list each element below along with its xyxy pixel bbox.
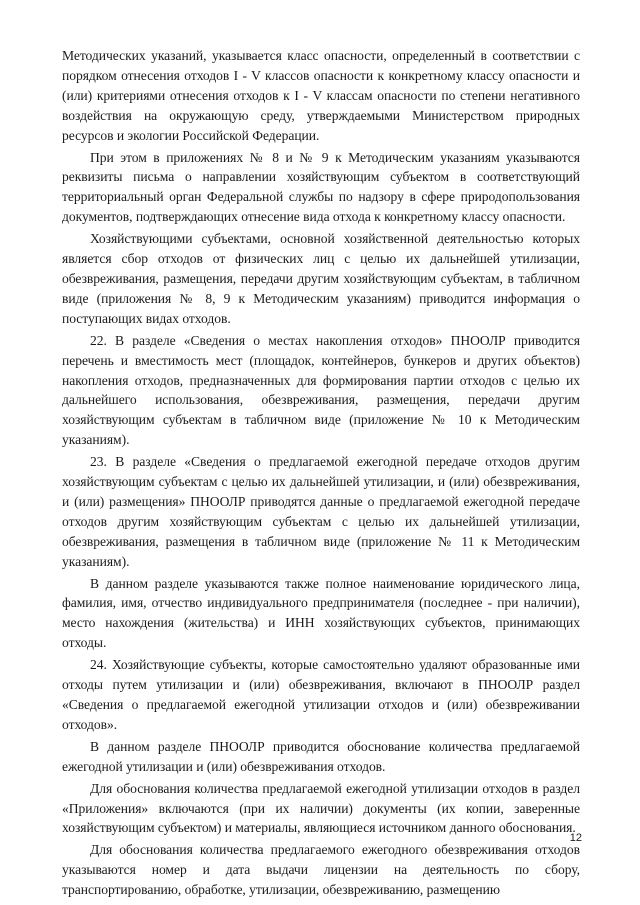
document-page <box>62 46 580 900</box>
paragraph-neutralization-license: Для обоснования количества предлагаемого ежегодного обезвреживания отходов указываются номер и дата выдачи лицензии на деятельность по сбору, транспортированию, обработке, утилизации, обезвреживанию, размещению <box>62 842 580 898</box>
paragraph-section-23-details: В данном разделе указываются также полное наименование юридического лица, фамилия, имя, отчество индивидуального предпринимателя (последнее - при наличии), место нахождения (жительства) и ИНН хозяйствующих субъектов, принимающих отходы. <box>62 575 580 651</box>
page-number: 12 <box>569 832 582 844</box>
paragraph-section-24: 24. Хозяйствующие субъекты, которые самостоятельно удаляют образованные ими отходы путем утилизации и (или) обезвреживания, включают в ПНООЛР раздел «Сведения о предлагаемой ежегодной утилизации отходов и (или) обезвреживании отходов». <box>62 657 580 732</box>
paragraph-section-24-justification: В данном разделе ПНООЛР приводится обоснование количества предлагаемой ежегодной утилизации и (или) обезвреживания отходов. <box>62 738 580 774</box>
paragraph-appendix-8-9: При этом в приложениях № 8 и № 9 к Методическим указаниям указываются реквизиты письма о направлении хозяйствующим субъектом в соответствующий территориальный орган Федеральной службы по надзору в сфере природопользования документов, подтверждающих отнесение вида отхода к конкретному классу опасности. <box>62 149 580 225</box>
paragraph-section-23: 23. В разделе «Сведения о предлагаемой ежегодной передаче отходов другим хозяйствующим субъектам с целью их дальнейшей утилизации, и (или) обезвреживания, и (или) размещения» ПНООЛР приводятся данные о предлагаемой ежегодной передаче отходов другим хозяйствующим субъектам с целью их дальнейшей утилизации, обезвреживания, размещения в табличном виде (приложение № 11 к Методическим указаниям). <box>62 454 580 569</box>
paragraph-utilization-docs: Для обоснования количества предлагаемой ежегодной утилизации отходов в раздел «Приложения» включаются (при их наличии) документы (их копии, заверенные хозяйствующим субъектом) и материалы, являющиеся источником данного обоснования. <box>62 780 580 836</box>
paragraph-continuation: Методических указаний, указывается класс опасности, определенный в соответствии с порядком отнесения отходов I - V классов опасности к конкретному классу опасности и (или) критериями отнесения отходов к I - V классам опасности по степени негативного воздействия на окружающую среду, утверждаемыми Министерством природных ресурсов и экологии Российской Федерации. <box>62 48 580 143</box>
paragraph-collectors: Хозяйствующими субъектами, основной хозяйственной деятельностью которых является сбор отходов от физических лиц с целью их дальнейшей утилизации, обезвреживания, размещения, передачи другим хозяйствующим субъектам, в табличном виде (приложения № 8, 9 к Методическим указаниям) приводится информация о поступающих видах отходов. <box>62 231 580 326</box>
paragraph-section-22: 22. В разделе «Сведения о местах накопления отходов» ПНООЛР приводится перечень и вместимость мест (площадок, контейнеров, бункеров и других объектов) накопления отходов, предназначенных для формирования партии отходов с целью их дальнейшего использования, обезвреживания, размещения, передачи другим хозяйствующим субъектам в табличном виде (приложение № 10 к Методическим указаниям). <box>62 332 580 448</box>
